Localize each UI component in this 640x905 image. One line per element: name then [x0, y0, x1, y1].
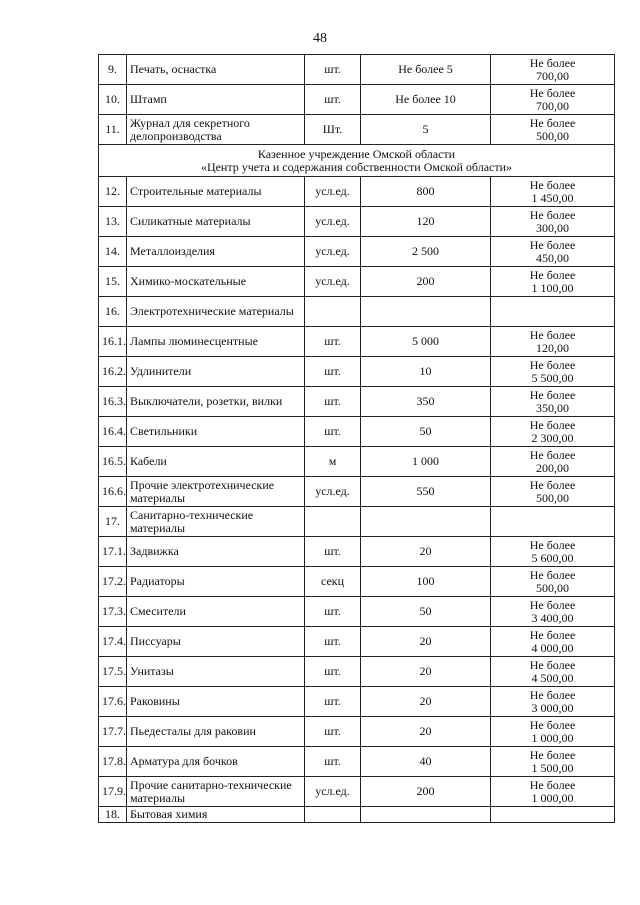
row-unit — [305, 507, 361, 537]
price-value: 2 300,00 — [531, 430, 574, 445]
table-row — [99, 507, 615, 537]
section-header-line-2: «Центр учета и содержания собственности Омской области» — [200, 159, 513, 174]
row-name: Журнал для секретного делопроизводства — [127, 115, 305, 145]
row-price — [491, 717, 615, 747]
row-quantity: 20 — [361, 717, 491, 747]
price-value: 4 500,00 — [531, 670, 574, 685]
row-number: 16.4. — [99, 417, 127, 447]
price-prefix: Не более — [529, 327, 576, 342]
row-quantity: 50 — [361, 597, 491, 627]
price-value: 350,00 — [536, 400, 569, 415]
row-number: 12. — [99, 177, 127, 207]
table-row — [99, 327, 615, 357]
price-prefix: Не более — [529, 537, 576, 552]
row-unit: шт. — [305, 537, 361, 567]
table-row — [99, 657, 615, 687]
row-number: 17.3. — [99, 597, 127, 627]
table-row — [99, 687, 615, 717]
row-price — [491, 747, 615, 777]
price-value: 700,00 — [536, 98, 569, 113]
row-quantity: Не более 10 — [361, 85, 491, 115]
table-row — [99, 777, 615, 807]
row-number: 16.1. — [99, 327, 127, 357]
row-unit: усл.ед. — [305, 207, 361, 237]
table-row — [99, 387, 615, 417]
row-unit: шт. — [305, 747, 361, 777]
price-prefix: Не более — [529, 777, 576, 792]
row-number: 15. — [99, 267, 127, 297]
row-quantity: 2 500 — [361, 237, 491, 267]
row-quantity: 200 — [361, 777, 491, 807]
table-row — [99, 537, 615, 567]
row-quantity — [361, 297, 491, 327]
table-row — [99, 85, 615, 115]
table-row — [99, 297, 615, 327]
row-number: 17.6. — [99, 687, 127, 717]
table-row — [99, 567, 615, 597]
row-price — [491, 85, 615, 115]
price-prefix: Не более — [529, 237, 576, 252]
row-price — [491, 417, 615, 447]
row-name: Арматура для бочков — [127, 747, 305, 777]
price-value: 4 000,00 — [531, 640, 574, 655]
row-price — [491, 627, 615, 657]
table-row — [99, 115, 615, 145]
price-prefix: Не более — [529, 447, 576, 462]
row-quantity: 550 — [361, 477, 491, 507]
row-price — [491, 507, 615, 537]
price-prefix: Не более — [529, 747, 576, 762]
table-row — [99, 747, 615, 777]
price-value: 1 500,00 — [531, 760, 574, 775]
row-number: 16.2. — [99, 357, 127, 387]
price-value: 200,00 — [536, 460, 569, 475]
price-prefix: Не более — [529, 417, 576, 432]
row-price — [491, 447, 615, 477]
row-price — [491, 357, 615, 387]
row-unit: усл.ед. — [305, 237, 361, 267]
price-prefix: Не более — [529, 115, 576, 130]
row-quantity: 5 000 — [361, 327, 491, 357]
row-number: 16.6. — [99, 477, 127, 507]
row-price — [491, 297, 615, 327]
row-unit: шт. — [305, 717, 361, 747]
price-value: 500,00 — [536, 490, 569, 505]
row-unit: м — [305, 447, 361, 477]
row-price — [491, 207, 615, 237]
price-value: 5 500,00 — [531, 370, 574, 385]
row-number: 11. — [99, 115, 127, 145]
section-header-line-1: Казенное учреждение Омской области — [257, 146, 456, 161]
row-number: 16. — [99, 297, 127, 327]
row-unit: секц — [305, 567, 361, 597]
table-body-upper — [99, 55, 615, 145]
table-row — [99, 357, 615, 387]
section-header-row — [99, 145, 615, 177]
row-name: Санитарно-технические материалы — [127, 507, 305, 537]
table-row — [99, 477, 615, 507]
price-value: 5 600,00 — [531, 550, 574, 565]
price-value: 3 000,00 — [531, 700, 574, 715]
materials-table — [98, 54, 615, 823]
row-name: Прочие электротехнические материалы — [127, 477, 305, 507]
row-unit: шт. — [305, 55, 361, 85]
row-price — [491, 687, 615, 717]
price-prefix: Не более — [529, 687, 576, 702]
row-number: 17.2. — [99, 567, 127, 597]
row-price — [491, 387, 615, 417]
row-name: Бытовая химия — [127, 807, 305, 823]
row-name: Прочие санитарно-технические материалы — [127, 777, 305, 807]
price-prefix: Не более — [529, 177, 576, 192]
row-quantity: 100 — [361, 567, 491, 597]
price-prefix: Не более — [529, 207, 576, 222]
price-value: 1 000,00 — [531, 790, 574, 805]
price-prefix: Не более — [529, 567, 576, 582]
price-prefix: Не более — [529, 627, 576, 642]
row-unit: шт. — [305, 387, 361, 417]
row-quantity: 20 — [361, 657, 491, 687]
table-row — [99, 627, 615, 657]
row-number: 16.5. — [99, 447, 127, 477]
price-value: 120,00 — [536, 340, 569, 355]
row-number: 17.1. — [99, 537, 127, 567]
row-price — [491, 657, 615, 687]
row-price — [491, 237, 615, 267]
price-prefix: Не более — [529, 717, 576, 732]
row-name: Смесители — [127, 597, 305, 627]
price-value: 1 100,00 — [531, 280, 574, 295]
price-prefix: Не более — [529, 55, 576, 70]
row-quantity: 120 — [361, 207, 491, 237]
row-unit: шт. — [305, 417, 361, 447]
table-row — [99, 417, 615, 447]
price-prefix: Не более — [529, 657, 576, 672]
row-quantity — [361, 807, 491, 823]
price-value: 700,00 — [536, 68, 569, 83]
row-price — [491, 807, 615, 823]
table-row — [99, 597, 615, 627]
row-price — [491, 115, 615, 145]
price-prefix: Не более — [529, 85, 576, 100]
table-row — [99, 207, 615, 237]
row-quantity: 20 — [361, 627, 491, 657]
row-unit: шт. — [305, 687, 361, 717]
table-row — [99, 807, 615, 823]
row-unit: усл.ед. — [305, 177, 361, 207]
table-body-lower — [99, 177, 615, 823]
row-unit: шт. — [305, 357, 361, 387]
row-number: 18. — [99, 807, 127, 823]
row-unit — [305, 297, 361, 327]
row-price — [491, 267, 615, 297]
table-row — [99, 267, 615, 297]
row-unit: Шт. — [305, 115, 361, 145]
row-unit — [305, 807, 361, 823]
row-quantity: 5 — [361, 115, 491, 145]
row-name: Писсуары — [127, 627, 305, 657]
row-number: 17. — [99, 507, 127, 537]
price-value: 3 400,00 — [531, 610, 574, 625]
row-name: Задвижка — [127, 537, 305, 567]
row-unit: усл.ед. — [305, 267, 361, 297]
row-name: Раковины — [127, 687, 305, 717]
row-name: Кабели — [127, 447, 305, 477]
row-number: 14. — [99, 237, 127, 267]
row-name: Светильники — [127, 417, 305, 447]
table-row — [99, 237, 615, 267]
table-row — [99, 55, 615, 85]
row-unit: шт. — [305, 597, 361, 627]
price-prefix: Не более — [529, 477, 576, 492]
row-unit: шт. — [305, 657, 361, 687]
row-quantity: Не более 5 — [361, 55, 491, 85]
row-quantity: 40 — [361, 747, 491, 777]
row-quantity: 1 000 — [361, 447, 491, 477]
row-name: Химико-москательные — [127, 267, 305, 297]
row-name: Удлинители — [127, 357, 305, 387]
row-name: Строительные материалы — [127, 177, 305, 207]
row-name: Радиаторы — [127, 567, 305, 597]
row-quantity: 20 — [361, 687, 491, 717]
row-quantity — [361, 507, 491, 537]
row-number: 17.7. — [99, 717, 127, 747]
row-price — [491, 597, 615, 627]
price-prefix: Не более — [529, 597, 576, 612]
row-unit: шт. — [305, 85, 361, 115]
price-prefix: Не более — [529, 387, 576, 402]
row-quantity: 10 — [361, 357, 491, 387]
row-number: 17.4. — [99, 627, 127, 657]
table-row — [99, 177, 615, 207]
row-name: Пьедесталы для раковин — [127, 717, 305, 747]
row-quantity: 800 — [361, 177, 491, 207]
row-name: Штамп — [127, 85, 305, 115]
row-price — [491, 177, 615, 207]
row-unit: шт. — [305, 627, 361, 657]
row-name: Выключатели, розетки, вилки — [127, 387, 305, 417]
price-prefix: Не более — [529, 357, 576, 372]
row-number: 17.5. — [99, 657, 127, 687]
row-price — [491, 567, 615, 597]
price-value: 450,00 — [536, 250, 569, 265]
row-number: 16.3. — [99, 387, 127, 417]
row-name: Металлоизделия — [127, 237, 305, 267]
row-price — [491, 777, 615, 807]
row-price — [491, 55, 615, 85]
row-name: Силикатные материалы — [127, 207, 305, 237]
row-quantity: 350 — [361, 387, 491, 417]
price-prefix: Не более — [529, 267, 576, 282]
row-unit: усл.ед. — [305, 777, 361, 807]
row-quantity: 20 — [361, 537, 491, 567]
row-number: 13. — [99, 207, 127, 237]
row-price — [491, 537, 615, 567]
row-quantity: 200 — [361, 267, 491, 297]
row-number: 17.8. — [99, 747, 127, 777]
row-price — [491, 477, 615, 507]
row-unit: шт. — [305, 327, 361, 357]
section-header-group — [99, 145, 615, 177]
row-name: Печать, оснастка — [127, 55, 305, 85]
price-value: 500,00 — [536, 128, 569, 143]
row-number: 9. — [99, 55, 127, 85]
price-value: 500,00 — [536, 580, 569, 595]
row-price — [491, 327, 615, 357]
row-name: Электротехнические материалы — [127, 297, 305, 327]
price-value: 1 450,00 — [531, 190, 574, 205]
row-name: Унитазы — [127, 657, 305, 687]
row-name: Лампы люминесцентные — [127, 327, 305, 357]
row-number: 10. — [99, 85, 127, 115]
price-value: 300,00 — [536, 220, 569, 235]
table-row — [99, 717, 615, 747]
price-value: 1 000,00 — [531, 730, 574, 745]
row-unit: усл.ед. — [305, 477, 361, 507]
section-header — [99, 145, 615, 177]
page-number: 48 — [313, 31, 327, 46]
table-row — [99, 447, 615, 477]
row-quantity: 50 — [361, 417, 491, 447]
row-number: 17.9. — [99, 777, 127, 807]
